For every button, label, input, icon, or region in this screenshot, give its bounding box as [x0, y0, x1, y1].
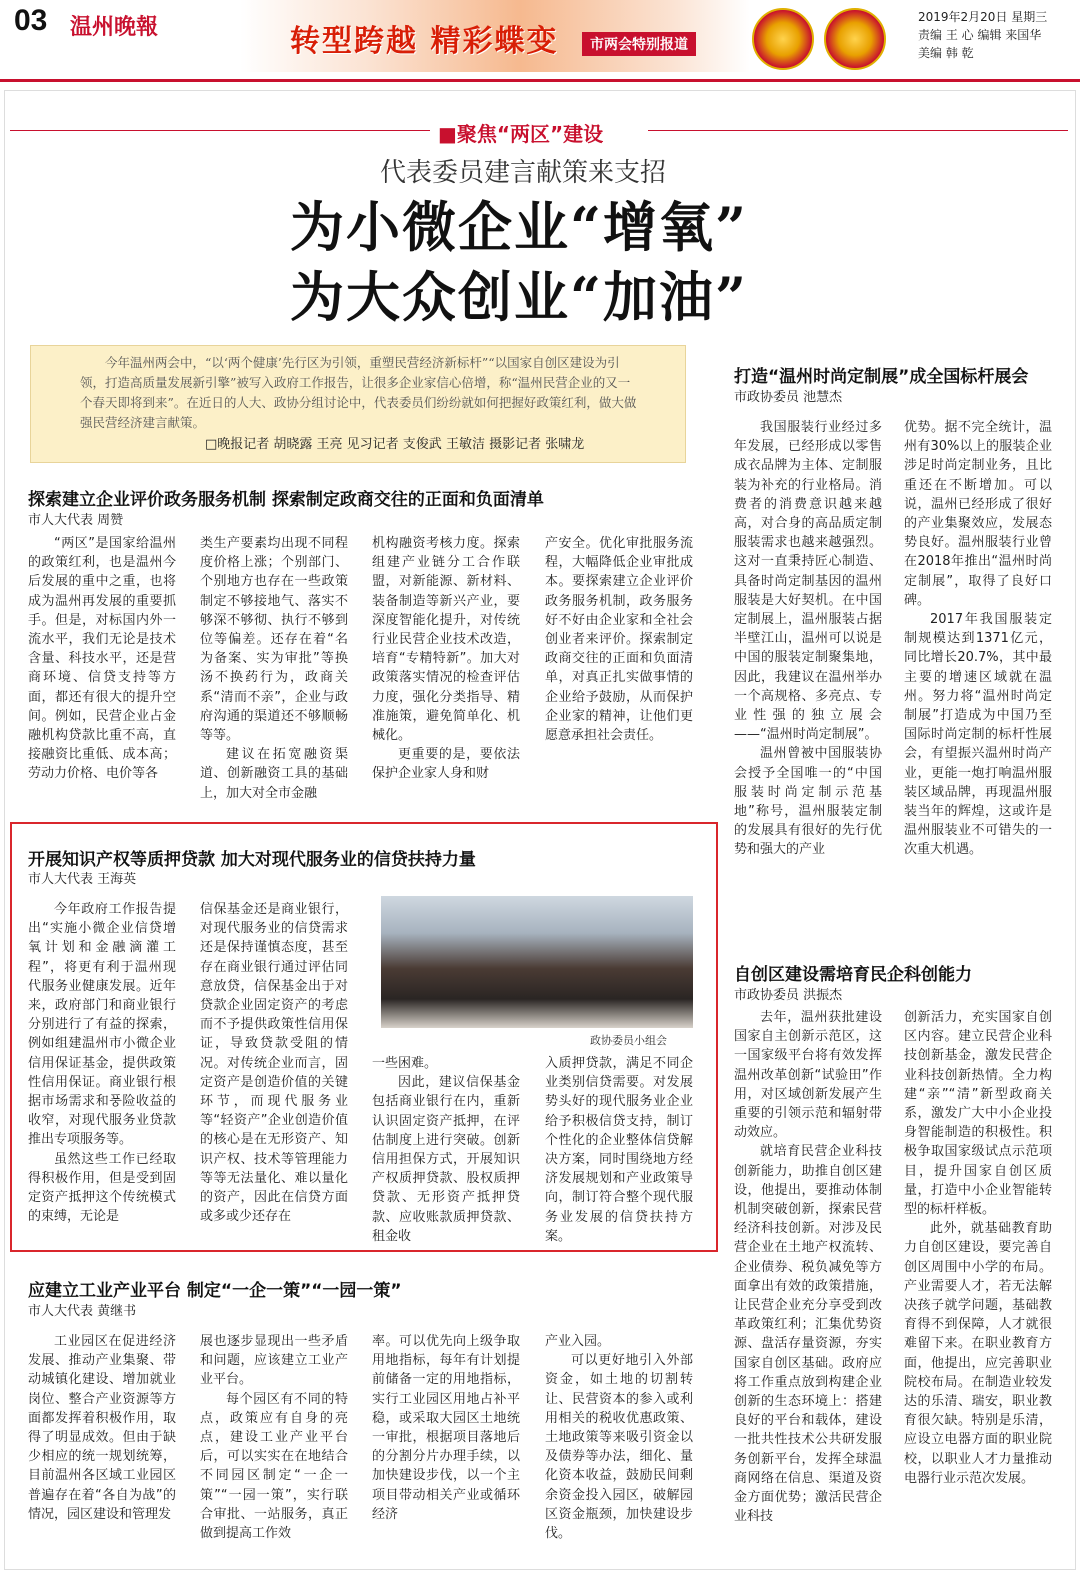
article-2-col3b: 因此，建议信保基金包括商业银行在内，重新认识固定资产抵押，在评估制度上进行突破。创新信用担保方式，开展知识产权质押贷款、股权质押贷款、无形资产抵押贷款、应收账款质押贷款、租金收	[372, 1075, 520, 1244]
article-5-col2	[904, 1008, 1052, 1568]
article-2-col2: 信保基金还是商业银行，对现代服务业的信贷需求还是保持谨慎态度，甚至存在商业银行通过评估同意放贷，信保基金出于对贷款企业固定资产的考虑而不予提供政策性信用保证，导致贷款受阻的情况。对传统企业而言，固定资产是创造价值的关键环节，而现代服务业等“轻资产”企业创造价值的核心是在无形资产、知识产权、技术等管理能力等等无法量化、难以量化的资产，因此在信贷方面或多或少还存在	[200, 902, 348, 1225]
article-3-col2	[200, 1332, 348, 1566]
article-4-col2a: 优势。据不完全统计，温州有30%以上的服装企业涉足时尚定制业务，且比重还在不断增加。可以说，温州已经形成了很好的产业集聚效应，发展态势良好。温州服装行业曾在2018年推出“温州时尚定制展”，取得了良好口碑。	[904, 420, 1052, 608]
article-2-col3	[372, 1054, 520, 1246]
article-2-col1	[28, 900, 176, 1246]
article-1-col3b: 更重要的是，要依法保护企业家人身和财	[372, 747, 520, 782]
editors-credit: 责编 王 心 编辑 来国华	[918, 28, 1042, 42]
paper-name-logo: 温州晚報	[70, 14, 159, 40]
article-3-col3: 率。可以优先向上级争取用地指标，每年有计划提前储备一定的用地指标，实行工业园区用地占补平稳，或采取大园区土地统一审批，根据项目落地后的分割分片办理手续，以加快建设步伐，以一个主项目带动相关产业或循环经济	[372, 1334, 520, 1522]
article-1-byline: 市人大代表 周赞	[28, 513, 124, 528]
article-5-col2b: 此外，就基础教育助力自创区建设，要完善自创区周围中小学的布局。产业需要人才，若无法解决孩子就学问题，基础教育得不到保障，人才就很难留下来。在职业教育方面，他提出，应完善职业院校布局。在制造业较发达的乐清、瑞安，职业教育很欠缺。特别是乐清，应设立电器方面的职业院校，以职业人才力量推动电器行业示范次发展。	[904, 1221, 1052, 1486]
article-3-byline: 市人大代表 黄继书	[28, 1304, 137, 1319]
intro-byline: □晚报记者 胡晓露 王亮 见习记者 支俊武 王敏洁 摄影记者 张啸龙	[205, 437, 585, 452]
article-4-headline: 打造“温州时尚定制展”成全国标杆展会	[734, 367, 1029, 387]
article-4-byline: 市政协委员 池慧杰	[734, 390, 843, 405]
article-1-col3	[372, 534, 520, 808]
article-2-col3a: 一些困难。	[372, 1056, 438, 1071]
page-number: 03	[14, 4, 48, 37]
article-1-col2	[200, 534, 348, 808]
article-1-col1: “两区”是国家给温州的政策红利，也是温州今后发展的重中之重，也将成为温州再发展的重要抓手。但是，对标国内外一流水平，我们无论是技术含量、科技水平，还是营商环境、信贷支持等方面，都还有很大的提升空间。例如，民营企业占金融机构贷款比重不高，直接融资比重低、成本高；劳动力价格、电价等各	[28, 536, 176, 782]
article-3-col4	[545, 1332, 693, 1566]
intro-text: 今年温州两会中，“以‘两个健康’先行区为引领，重塑民营经济新标杆”“以国家自创区建设为引领，打造高质量发展新引擎”被写入政府工作报告，让很多企业家信心倍增，称“温州民营企业的又一个春天即将到来”。在近日的人大、政协分组讨论中，代表委员们纷纷就如何把握好政策红利，做大做强民营经济建言献策。	[80, 355, 637, 430]
article-5-col1b: 就培育民营企业科技创新能力，助推自创区建设，他提出，要推动体制机制突破创新，探索民营经济科技创新。对涉及民营企业在土地产权流转、企业债券、税负减免等方面拿出有效的政策措施，让民营企业充分享受到改革政策红利；汇集优势资源、盘活存量资源，夯实国家自创区基础。政府应将工作重点放到构建企业创新的生态环境上：搭建良好的平台和载体，建设一批共性技术公共研发服务创新平台，发挥全球温商网络在信息、渠道及资金方面优势；激活民营企业科技	[734, 1144, 882, 1525]
article-3-col2a: 展也逐步显现出一些矛盾和问题，应该建立工业产业平台。	[200, 1334, 348, 1388]
section-rule-right	[648, 130, 1068, 131]
article-4-col1	[734, 418, 882, 898]
article-3-col4a: 产业入园。	[545, 1334, 611, 1349]
section-rule-left	[10, 130, 430, 131]
npc-emblem-icon	[752, 8, 814, 70]
article-1-col4: 产安全。优化审批服务流程，大幅降低企业审批成本。要探索建立企业评价政务服务机制，政务服务好不好由企业家和全社会创业者来评价。探索制定政商交往的正面和负面清单，对真正扎实做事情的企业给予鼓励，从而保护企业家的精神，让他们更愿意承担社会责任。	[545, 536, 693, 744]
banner-slogan: 转型跨越 精彩蝶变	[290, 24, 559, 59]
article-5-col1	[734, 1008, 882, 1568]
article-5-col2a: 创新活力，充实国家自创区内容。建立民营企业科技创新基金，激发民营企业科技创新热情。全力构建“亲”“清”新型政商关系，激发广大中小企业投身智能制造的积极性。积极争取国家级试点示范项目，提升国家自创区质量，打造中小企业智能转型的标杆样板。	[904, 1010, 1052, 1218]
article-3-headline: 应建立工业产业平台 制定“一企一策”“一园一策”	[28, 1281, 402, 1301]
designer-credit: 美编 韩 乾	[918, 46, 974, 60]
photo-caption: 政协委员小组会	[590, 1034, 667, 1047]
article-3-col2b: 每个园区有不同的特点，政策应有自身的亮点，建设工业产业平台后，可以实实在在地结合不同园区制定“一企一策”“一园一策”，实行联合审批、一站服务，真正做到提高工作效	[200, 1391, 348, 1542]
article-1-col2a: 类生产要素均出现不同程度价格上涨；个别部门、个别地方也存在一些政策制定不够接地气、落实不够深不够彻、执行不够到位等偏差。还存在着“名为备案、实为审批”等换汤不换药行为，政商关系“清而不亲”，企业与政府沟通的渠道还不够顺畅等等。	[200, 536, 348, 744]
article-3-col1: 工业园区在促进经济发展、推动产业集聚、带动城镇化建设、增加就业岗位、整合产业资源等方面都发挥着积极作用，取得了明显成效。但由于缺少相应的统一规划统筹，目前温州各区域工业园区普遍存在着“各自为战”的情况，园区建设和管理发	[28, 1334, 176, 1522]
special-report-tag: 市两会特别报道	[582, 32, 696, 56]
cppcc-emblem-icon	[824, 8, 886, 70]
article-5-headline: 自创区建设需培育民企科创能力	[734, 965, 972, 985]
issue-date: 2019年2月20日 星期三	[918, 10, 1048, 24]
article-5-col1a: 去年，温州获批建设国家自主创新示范区，这一国家级平台将有效发挥温州改革创新“试验田”作用，对区域创新发展产生重要的引领示范和辐射带动效应。	[734, 1010, 882, 1141]
article-2-col1a: 今年政府工作报告提出“实施小微企业信贷增氧计划和金融滴灌工程”，将更有利于温州现代服务业健康发展。近年来，政府部门和商业银行分别进行了有益的探索，例如组建温州市小微企业信用保证基金，提供政策性信用保证。商业银行根据市场需求和풍险收益的收窄，对现代服务业贷款推出专项服务等。	[28, 902, 176, 1148]
section-tag: ■聚焦“两区”建设	[438, 122, 604, 146]
article-1-headline: 探索建立企业评价政务服务机制 探索制定政商交往的正面和负面清单	[28, 490, 544, 510]
article-2-col4: 入质押贷款，满足不同企业类别信贷需要。对发展势头好的现代服务业企业给予积极信贷支持，制订个性化的企业整体信贷解决方案，同时围绕地方经济发展规划和产业政策导向，制订符合整个现代服务业发展的信贷扶持方案。	[545, 1056, 693, 1244]
article-5-byline: 市政协委员 洪振杰	[734, 988, 843, 1003]
article-4-col1b: 温州曾被中国服装协会授予全国唯一的“中国服装时尚定制示范基地”称号，温州服装定制的发展具有很好的先行优势和强大的产业	[734, 746, 882, 858]
main-headline-line2: 为大众创业“加油”	[290, 265, 749, 329]
article-1-col3a: 机构融资考核力度。探索组建产业链分工合作联盟，对新能源、新材料、装备制造等新兴产业，要深度智能化提升，对传统行业民营企业技术改造，培育“专精特新”。加大对政策落实情况的检查评估力度，强化分类指导、精准施策，避免简单化、机械化。	[372, 536, 520, 744]
article-4-col1a: 我国服装行业经过多年发展，已经形成以零售成衣品牌为主体、定制服装为补充的行业格局。消费者的消费意识越来越高，对合身的高品质定制服装需求也越来越强烈。这对一直秉持匠心制造、具备时尚定制基因的温州服装是大好契机。在中国定制展上，温州服装占据半壁江山，温州可以说是中国的服装定制聚集地，因此，我建议在温州举办一个高规格、多亮点、专业性强的独立展会——“温州时尚定制展”。	[734, 420, 882, 743]
article-2-col1b: 虽然这些工作已经取得积极作用，但是受到固定资产抵押这个传统模式的束缚，无论是	[28, 1151, 176, 1225]
article-4-col2b: 2017年我国服装定制规模达到1371亿元，同比增长20.7%，其中最主要的增速区域就在温州。努力将“温州时尚定制展”打造成为中国乃至国际时尚定制的标杆性展会，有望振兴温州时尚产业，更能一炮打响温州服装区域品牌，再现温州服装当年的辉煌，这或许是温州服装业不可错失的一次重大机遇。	[904, 612, 1052, 858]
meeting-photo	[381, 896, 693, 1028]
article-2-byline: 市人大代表 王海英	[28, 872, 137, 887]
article-1-col2b: 建议在拓宽融资渠道、创新融资工具的基础上，加大对全市金融	[200, 747, 348, 801]
kicker: 代表委员建言献策来支招	[380, 158, 667, 188]
main-headline-line1: 为小微企业“增氧”	[290, 195, 749, 259]
article-2-headline: 开展知识产权等质押贷款 加大对现代服务业的信贷扶持力量	[28, 850, 476, 870]
article-4-col2	[904, 418, 1052, 898]
article-3-col4b: 可以更好地引入外部资金，如土地的切割转让、民营资本的参入或利用相关的税收优惠政策、土地政策等来吸引资金以及债券等办法，细化、量化资本收益，鼓励民间剩余资金投入园区，破解园区资金瓶颈，加快建设步伐。	[545, 1353, 693, 1542]
